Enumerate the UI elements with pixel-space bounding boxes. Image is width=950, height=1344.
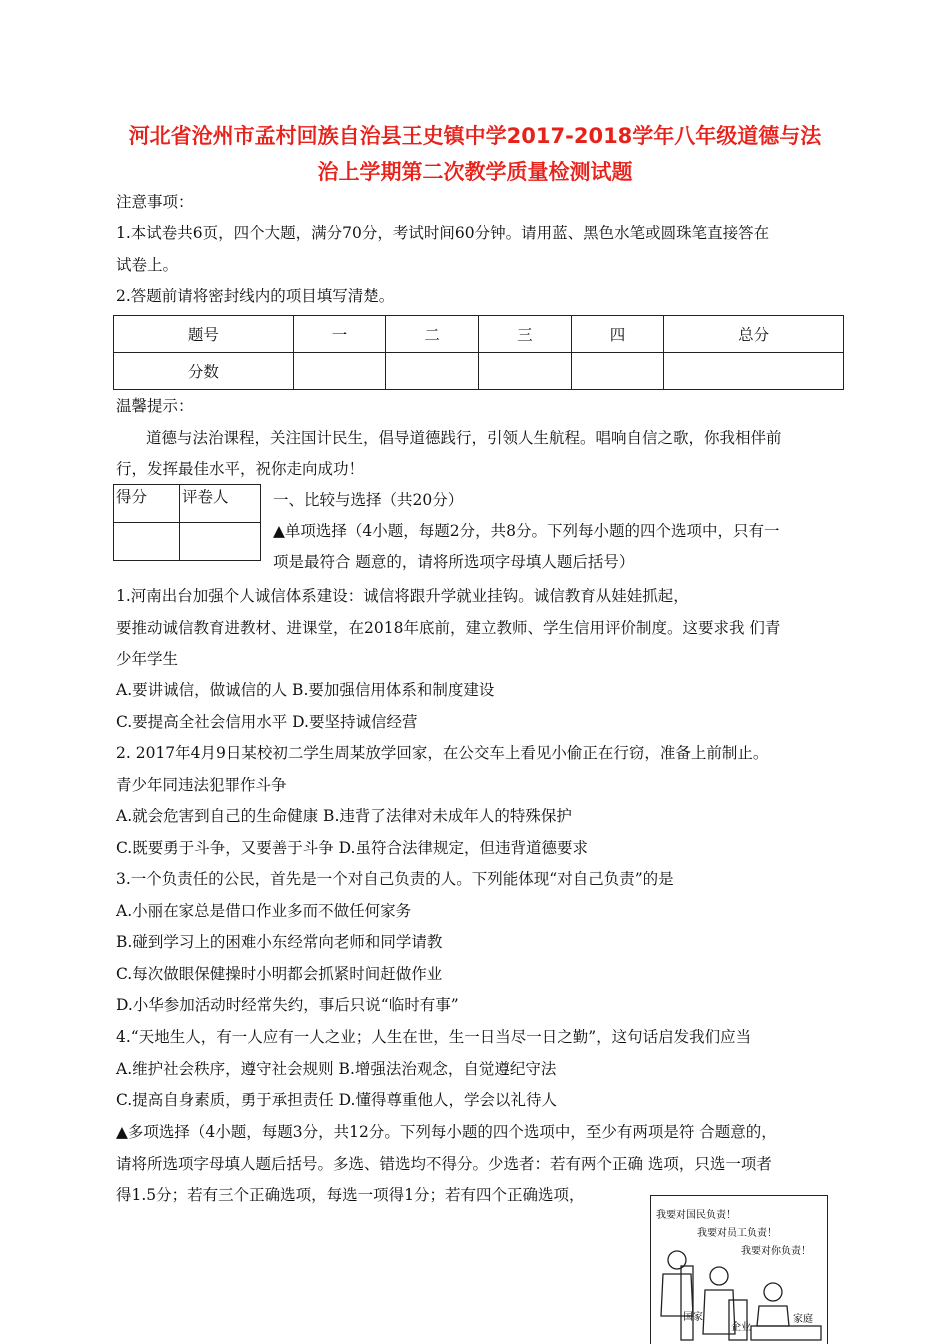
grader-score-label: 得分 <box>114 485 180 523</box>
multi-choice-instruction-b: 请将所选项字母填人题后括号。多选、错选均不得分。少选者：若有两个正确 选项，只选一项者 <box>116 1155 772 1173</box>
q3-option-d: D.小华参加活动时经常失约，事后只说“临时有事” <box>116 996 459 1014</box>
grader-table <box>113 484 261 561</box>
figure-head-icon <box>710 1267 728 1285</box>
score-input-cell[interactable] <box>571 353 664 390</box>
notice-item-1-b: 试卷上。 <box>116 256 179 274</box>
score-header-cell: 题号 <box>114 316 294 353</box>
tips-text-a: 道德与法治课程，关注国计民生，倡导道德践行，引领人生航程。唱响自信之歌，你我相伴前 <box>146 429 782 447</box>
label-nation: 国家 <box>683 1312 703 1323</box>
q1-stem-a: 1.河南出台加强个人诚信体系建设：诚信将跟升学就业挂钩。诚信教育从娃娃抓起， <box>116 587 689 605</box>
responsibility-cartoon <box>650 1195 828 1344</box>
q1-options-cd: C.要提高全社会信用水平 D.要坚持诚信经营 <box>116 713 418 731</box>
q1-stem-b: 要推动诚信教育进教材、进课堂，在2018年底前，建立教师、学生信用评价制度。这要求我 们青 <box>116 619 781 637</box>
notice-heading: 注意事项： <box>116 193 194 211</box>
page-title-line-2: 治上学期第二次教学质量检测试题 <box>317 160 633 184</box>
label-family: 家庭 <box>793 1314 813 1325</box>
score-table-score-row <box>114 353 844 390</box>
label-company: 企业 <box>731 1322 751 1333</box>
score-header-cell: 一 <box>293 316 386 353</box>
speech-bubble-company: 我要对员工负责！ <box>697 1228 777 1239</box>
grader-name-label: 评卷人 <box>180 485 261 523</box>
score-input-cell[interactable] <box>478 353 571 390</box>
score-header-cell: 二 <box>386 316 479 353</box>
q2-options-cd: C.既要勇于斗争，又要善于斗争 D.虽符合法律规定，但违背道德要求 <box>116 839 588 857</box>
score-input-cell[interactable] <box>664 353 844 390</box>
score-input-cell[interactable] <box>386 353 479 390</box>
q2-stem-b: 青少年同违法犯罪作斗争 <box>116 776 287 794</box>
q4-options-ab: A.维护社会秩序，遵守社会规则 B.增强法治观念，自觉遵纪守法 <box>116 1060 557 1078</box>
score-header-cell: 四 <box>571 316 664 353</box>
score-header-cell: 总分 <box>664 316 844 353</box>
score-header-cell: 三 <box>478 316 571 353</box>
q3-option-a: A.小丽在家总是借口作业多而不做任何家务 <box>116 902 412 920</box>
speech-bubble-family: 我要对你负责！ <box>741 1246 811 1257</box>
figure-head-icon <box>764 1283 782 1301</box>
score-table <box>113 315 844 390</box>
q3-option-c: C.每次做眼保健操时小明都会抓紧时间赶做作业 <box>116 965 443 983</box>
q3-option-b: B.碰到学习上的困难小东经常向老师和同学请教 <box>116 933 443 951</box>
notice-item-2: 2.答题前请将密封线内的项目填写清楚。 <box>116 287 395 305</box>
q4-stem: 4.“天地生人，有一人应有一人之业；人生在世，生一日当尽一日之勤”，这句话启发我们应当 <box>116 1028 752 1046</box>
cartoon-drawing <box>651 1196 827 1344</box>
score-input-cell[interactable] <box>293 353 386 390</box>
score-row-label: 分数 <box>114 353 294 390</box>
family-base-icon <box>751 1326 821 1340</box>
figure-body-icon <box>661 1274 693 1316</box>
q4-options-cd: C.提高自身素质，勇于承担责任 D.懂得尊重他人，学会以礼待人 <box>116 1091 557 1109</box>
multi-choice-instruction-a: ▲多项选择（4小题，每题3分，共12分。下列每小题的四个选项中，至少有两项是符 合题意的， <box>116 1123 777 1141</box>
single-choice-instruction-a: ▲单项选择（4小题，每题2分，共8分。下列每小题的四个选项中，只有一 <box>273 522 780 540</box>
q1-options-ab: A.要讲诚信，做诚信的人 B.要加强信用体系和制度建设 <box>116 681 495 699</box>
speech-bubble-nation: 我要对国民负责！ <box>656 1210 736 1221</box>
tips-text-b: 行，发挥最佳水平，祝你走向成功！ <box>116 460 365 478</box>
grader-score-cell[interactable] <box>114 523 180 561</box>
grader-name-cell[interactable] <box>180 523 261 561</box>
q2-stem-a: 2. 2017年4月9日某校初二学生周某放学回家，在公交车上看见小偷正在行窃，准备上前制止。 <box>116 744 769 762</box>
q2-options-ab: A.就会危害到自己的生命健康 B.违背了法律对未成年人的特殊保护 <box>116 807 572 825</box>
q3-stem: 3.一个负责任的公民，首先是一个对自己负责的人。下列能体现“对自己负责”的是 <box>116 870 674 888</box>
q1-stem-c: 少年学生 <box>116 650 179 668</box>
multi-choice-instruction-c: 得1.5分；若有三个正确选项，每选一项得1分；若有四个正确选项， <box>116 1186 585 1204</box>
section-1-heading: 一、比较与选择（共20分） <box>273 491 464 509</box>
figure-body-icon <box>757 1306 789 1326</box>
tips-heading: 温馨提示： <box>116 397 194 415</box>
single-choice-instruction-b: 项是最符合 题意的，请将所选项字母填人题后括号） <box>273 553 635 571</box>
score-table-header-row <box>114 316 844 353</box>
notice-item-1-a: 1.本试卷共6页，四个大题，满分70分，考试时间60分钟。请用蓝、黑色水笔或圆珠笔直接答在 <box>116 224 770 242</box>
page-title-line-1: 河北省沧州市孟村回族自治县王史镇中学2017-2018学年八年级道德与法 <box>128 124 822 148</box>
